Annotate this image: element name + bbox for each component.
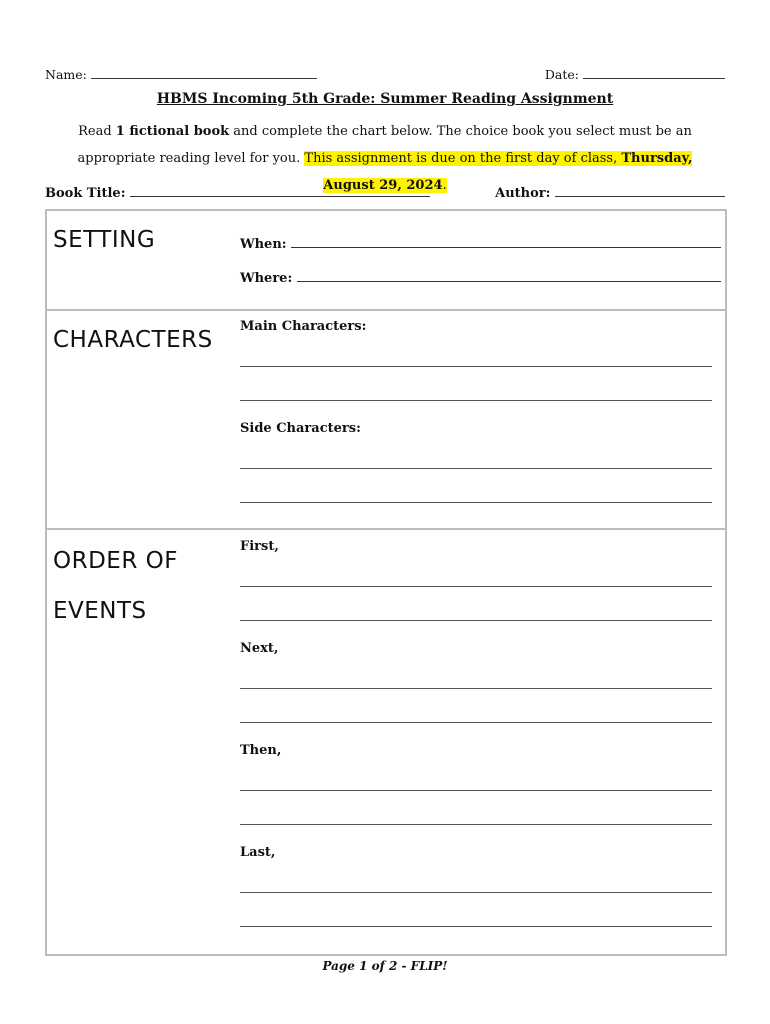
book-title-blank-line[interactable] bbox=[130, 184, 430, 197]
side-characters-line-1[interactable] bbox=[240, 468, 712, 469]
characters-label-cell bbox=[46, 310, 232, 529]
book-title-label: Book Title: bbox=[45, 186, 126, 201]
author-field[interactable] bbox=[495, 184, 725, 201]
then-line-2[interactable] bbox=[240, 824, 712, 825]
main-characters-label: Main Characters: bbox=[240, 319, 367, 334]
instructions-bold-book: 1 fictional book bbox=[115, 124, 230, 139]
setting-heading: SETTING bbox=[53, 227, 156, 253]
setting-content-cell bbox=[232, 210, 726, 310]
due-date: Thursday, August 29, 2024 bbox=[323, 151, 693, 193]
setting-label-cell bbox=[46, 210, 232, 310]
last-label: Last, bbox=[240, 845, 276, 860]
last-line-2[interactable] bbox=[240, 926, 712, 927]
name-label: Name: bbox=[45, 67, 87, 82]
first-line-1[interactable] bbox=[240, 586, 712, 587]
where-field[interactable] bbox=[240, 269, 721, 286]
instructions-text-2: and complete the chart below. The choice book you select must be an appropriate reading level for you. bbox=[77, 124, 692, 166]
last-line-1[interactable] bbox=[240, 892, 712, 893]
order-heading-line-1: ORDER OF bbox=[53, 548, 178, 574]
page-footer: Page 1 of 2 - FLIP! bbox=[322, 959, 448, 973]
date-label: Date: bbox=[544, 67, 580, 82]
then-line-1[interactable] bbox=[240, 790, 712, 791]
side-characters-line-2[interactable] bbox=[240, 502, 712, 503]
where-blank-line[interactable] bbox=[297, 269, 721, 282]
main-characters-line-2[interactable] bbox=[240, 400, 712, 401]
due-end: . bbox=[442, 178, 447, 193]
main-characters-line-1[interactable] bbox=[240, 366, 712, 367]
next-line-2[interactable] bbox=[240, 722, 712, 723]
next-label: Next, bbox=[240, 641, 279, 656]
date-field[interactable] bbox=[545, 66, 725, 82]
due-text: This assignment is due on the first day of class, bbox=[304, 151, 622, 166]
reading-chart bbox=[45, 209, 727, 956]
setting-row bbox=[46, 210, 726, 310]
when-field[interactable] bbox=[240, 235, 721, 252]
when-label: When: bbox=[240, 237, 287, 252]
first-label: First, bbox=[240, 539, 279, 554]
next-line-1[interactable] bbox=[240, 688, 712, 689]
name-blank-line[interactable] bbox=[91, 66, 317, 79]
side-characters-label: Side Characters: bbox=[240, 421, 361, 436]
book-title-field[interactable] bbox=[45, 184, 430, 201]
order-row bbox=[46, 529, 726, 955]
instructions-text-1: Read bbox=[78, 124, 116, 139]
author-label: Author: bbox=[495, 186, 551, 201]
date-blank-line[interactable] bbox=[583, 66, 725, 79]
page-title: HBMS Incoming 5th Grade: Summer Reading Assignment bbox=[156, 91, 614, 107]
when-blank-line[interactable] bbox=[291, 235, 721, 248]
characters-content-cell bbox=[232, 310, 726, 529]
name-field[interactable] bbox=[45, 66, 317, 82]
order-label-cell bbox=[46, 529, 232, 955]
characters-row bbox=[46, 310, 726, 529]
then-label: Then, bbox=[240, 743, 282, 758]
order-heading bbox=[47, 530, 232, 636]
author-blank-line[interactable] bbox=[555, 184, 725, 197]
where-label: Where: bbox=[240, 271, 293, 286]
order-content-cell bbox=[232, 529, 726, 955]
characters-heading: CHARACTERS bbox=[53, 327, 213, 353]
order-heading-line-2: EVENTS bbox=[53, 598, 147, 624]
first-line-2[interactable] bbox=[240, 620, 712, 621]
header-row bbox=[45, 66, 725, 84]
